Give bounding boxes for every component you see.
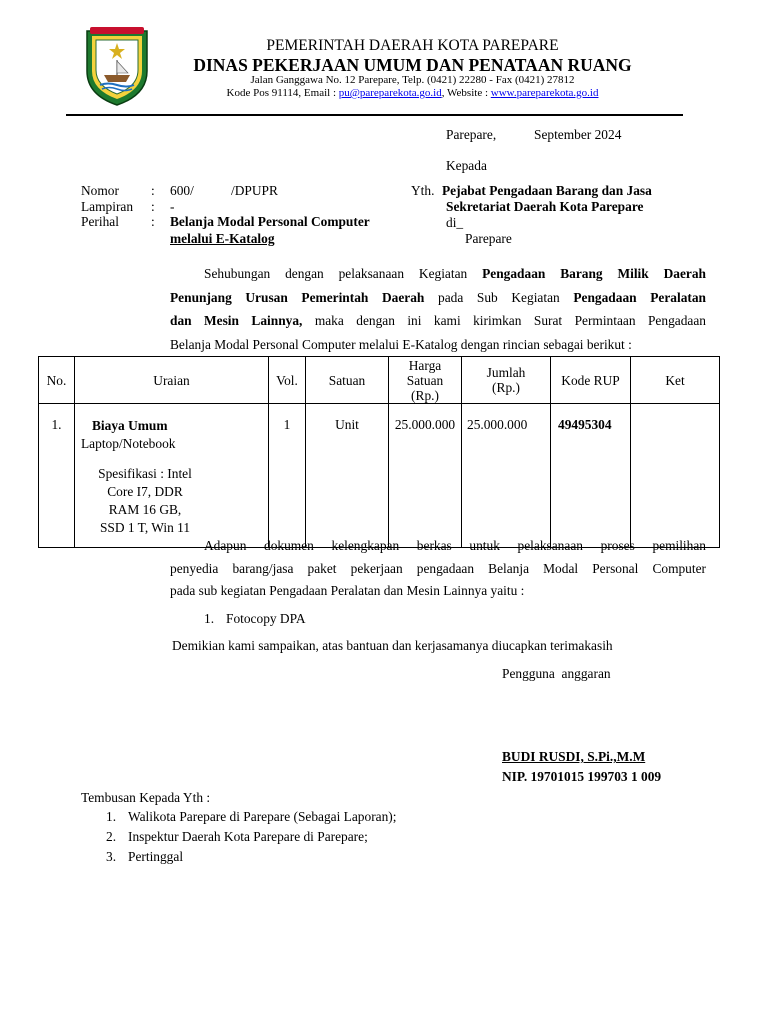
- header-divider: [66, 114, 683, 116]
- header-contact: [160, 87, 665, 99]
- item-title: Biaya Umum: [92, 418, 168, 433]
- cell-no: 1.: [39, 404, 75, 548]
- col-header-satuan: Satuan: [306, 357, 389, 404]
- intro-line-4: Belanja Modal Personal Computer melalui E-Katalog dengan rincian sebagai berikut :: [170, 336, 632, 352]
- col-header-no: No.: [39, 357, 75, 404]
- parepare-coat-of-arms-icon: [84, 27, 150, 107]
- item-spec: Spesifikasi : Intel Core I7, DDR RAM 16 GB, SSD 1 T, Win 11: [98, 466, 192, 535]
- cell-uraian: [75, 404, 269, 548]
- documents-line-2: penyedia barang/jasa paket pekerjaan pengadaan Belanja Modal Personal Computer: [170, 560, 706, 576]
- header-website-label: , Website :: [441, 87, 491, 99]
- nomor-value: 600/: [170, 183, 194, 198]
- header-government-name: PEMERINTAH DAERAH KOTA PAREPARE: [266, 37, 559, 54]
- intro-paragraph: [170, 262, 706, 356]
- closing-sentence: Demikian kami sampaikan, atas bantuan dan kerjasamanya diucapkan terimakasih: [172, 638, 613, 653]
- perihal-value-line1: Belanja Modal Personal Computer: [170, 214, 370, 229]
- document-list-item: [204, 611, 306, 627]
- documents-line-3: pada sub kegiatan Pengadaan Peralatan dan Mesin Lainnya yaitu :: [170, 583, 525, 598]
- perihal-colon: :: [151, 214, 155, 229]
- perihal-label: Perihal: [81, 214, 119, 229]
- documents-paragraph: [170, 535, 706, 603]
- recipient-di: di_: [446, 215, 464, 230]
- cell-jumlah: 25.000.000: [462, 404, 551, 548]
- tembusan-item: 1. Walikota Parepare di Parepare (Sebagai Laporan);: [106, 809, 397, 824]
- email-link[interactable]: pu@pareparekota.go.id: [338, 87, 442, 99]
- lampiran-label: Lampiran: [81, 199, 134, 214]
- intro-line-3: dan Mesin Lainnya, maka dengan ini kami kirimkan Surat Permintaan Pengadaan: [170, 313, 706, 328]
- recipient-kepada: Kepada: [446, 158, 487, 173]
- recipient-yth: Yth.: [411, 183, 435, 198]
- table-row: [39, 404, 762, 548]
- tembusan-item: 2. Inspektur Daerah Kota Parepare di Parepare;: [106, 829, 368, 844]
- cell-kode-rup: 49495304: [551, 404, 631, 548]
- col-header-uraian: Uraian: [75, 357, 269, 404]
- nomor-colon: :: [151, 183, 155, 198]
- signature-name: BUDI RUSDI, S.Pi.,M.M: [502, 749, 646, 764]
- header-postcode-text: Kode Pos 91114, Email :: [226, 87, 339, 99]
- recipient-position: Pejabat Pengadaan Barang dan Jasa: [442, 183, 652, 198]
- lampiran-colon: :: [151, 199, 155, 214]
- col-header-kode-rup: Kode RUP: [551, 357, 631, 404]
- recipient-city: Parepare: [465, 231, 512, 246]
- list-text: Fotocopy DPA: [226, 611, 306, 626]
- cell-harga: 25.000.000: [389, 404, 462, 548]
- documents-line-1: Adapun dokumen kelengkapan berkas untuk pelaksanaan proses pemilihan: [204, 538, 706, 553]
- tembusan-item: 3. Pertinggal: [106, 849, 184, 864]
- intro-line-2: Penunjang Urusan Pemerintah Daerah pada Sub Kegiatan Pengadaan Peralatan: [170, 289, 706, 305]
- signature-nip: NIP. 19701015 199703 1 009: [502, 769, 662, 784]
- cell-ket: [631, 404, 720, 548]
- col-header-ket: Ket: [631, 357, 720, 404]
- col-header-harga: Harga Satuan (Rp.): [389, 357, 462, 404]
- nomor-suffix: /DPUPR: [231, 183, 278, 198]
- header-address: Jalan Ganggawa No. 12 Parepare, Telp. (0421) 22280 - Fax (0421) 27812: [250, 74, 575, 86]
- list-number: 1.: [204, 611, 215, 626]
- perihal-value-line2: melalui E-Katalog: [170, 231, 275, 246]
- website-link[interactable]: www.pareparekota.go.id: [490, 87, 599, 99]
- lampiran-value: -: [170, 199, 175, 214]
- date-place: Parepare,: [446, 127, 497, 142]
- item-subtitle: Laptop/Notebook: [81, 436, 176, 451]
- date-month-year: September 2024: [534, 127, 622, 142]
- cell-vol: 1: [269, 404, 306, 548]
- col-header-jumlah: Jumlah (Rp.): [462, 357, 551, 404]
- cell-satuan: Unit: [306, 404, 389, 548]
- col-header-vol: Vol.: [269, 357, 306, 404]
- header-agency-name: DINAS PEKERJAAN UMUM DAN PENATAAN RUANG: [193, 55, 632, 75]
- procurement-table: [38, 356, 762, 548]
- tembusan-title: Tembusan Kepada Yth :: [81, 790, 211, 805]
- table-header-row: [39, 357, 762, 404]
- nomor-label: Nomor: [81, 183, 119, 198]
- signature-role: Pengguna anggaran: [502, 666, 611, 681]
- recipient-office: Sekretariat Daerah Kota Parepare: [446, 199, 644, 214]
- intro-line-1: Sehubungan dengan pelaksanaan Kegiatan Pengadaan Barang Milik Daerah: [204, 266, 706, 281]
